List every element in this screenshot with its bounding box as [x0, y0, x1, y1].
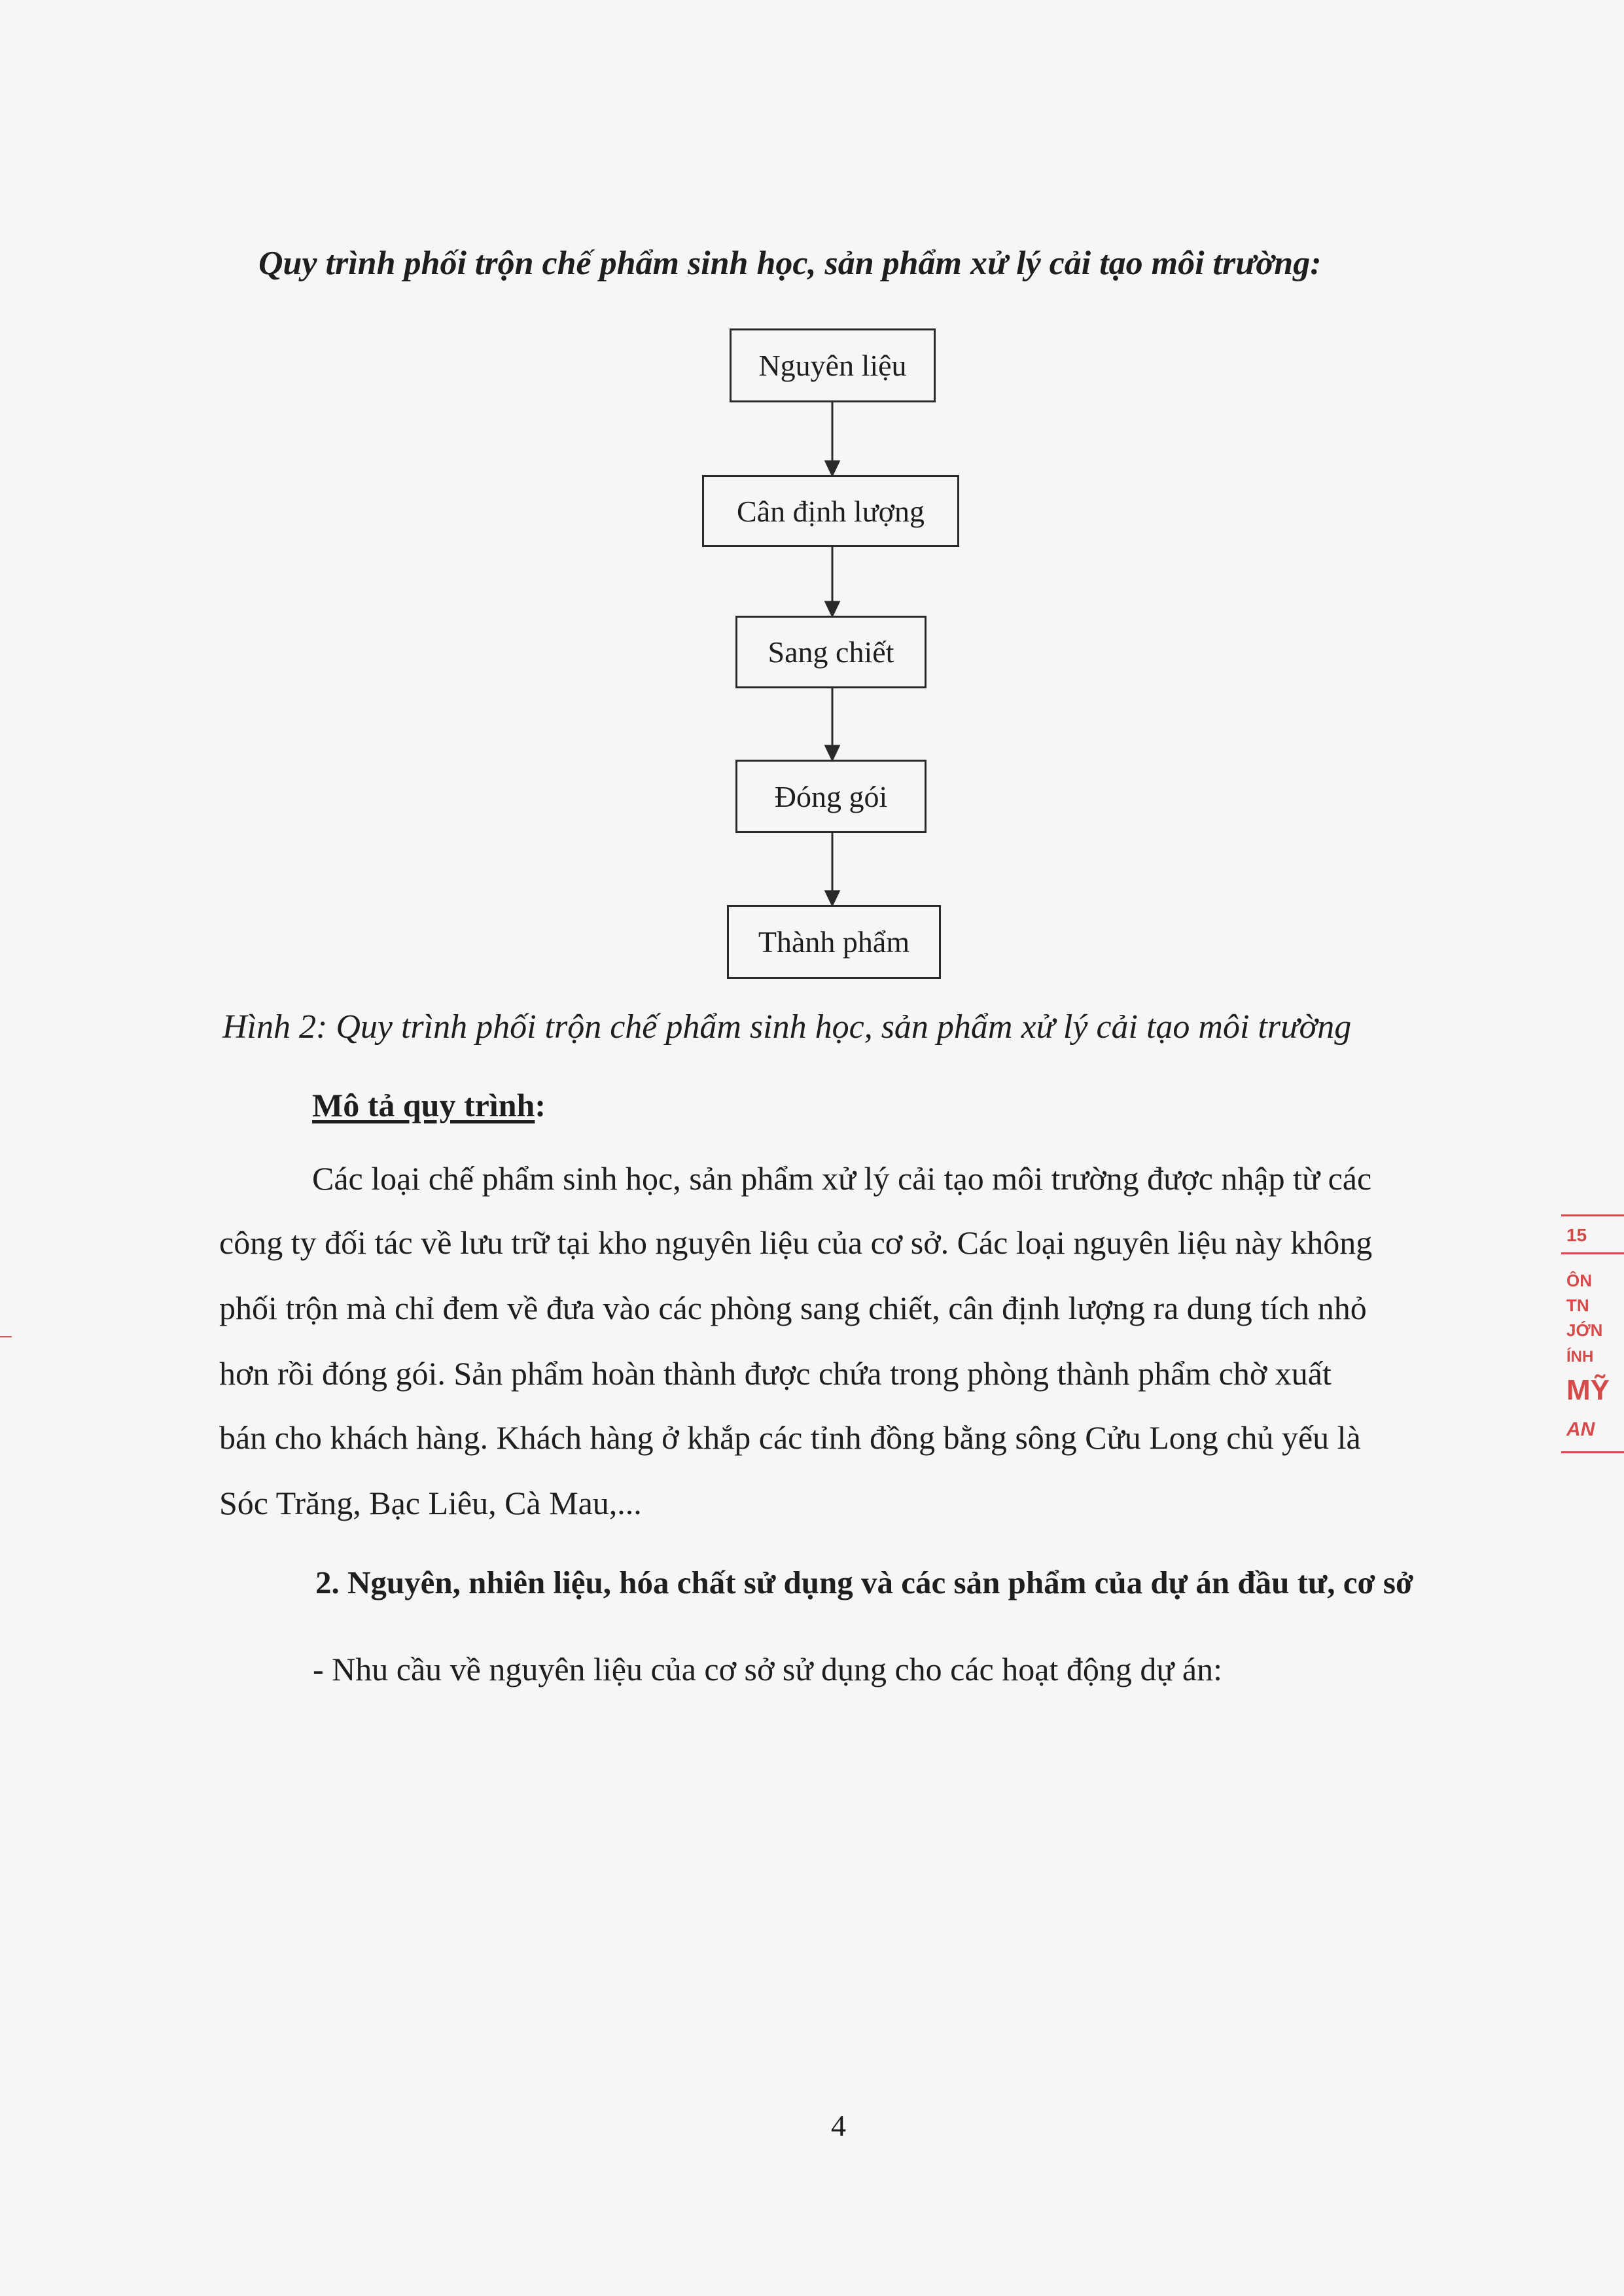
arrow-3-head [826, 746, 839, 760]
arrow-2-head [826, 602, 839, 616]
flow-step-dong-goi: Đóng gói [735, 760, 927, 833]
stamp-fragment: AN [1566, 1419, 1595, 1440]
stamp-fragment: TN [1566, 1296, 1589, 1315]
paragraph-line-4: hơn rồi đóng gói. Sản phẩm hoàn thành được chứa trong phòng thành phẩm chờ xuất [219, 1355, 1332, 1392]
process-flowchart [0, 0, 1624, 995]
stamp-fragment: MỸ [1566, 1374, 1610, 1406]
flow-step-sang-chiet: Sang chiết [735, 616, 927, 688]
description-label [312, 1086, 546, 1124]
stamp-rule-mid [1561, 1252, 1624, 1254]
paragraph-line-1: Các loại chế phẩm sinh học, sản phẩm xử lý cải tạo môi trường được nhập từ các [312, 1160, 1372, 1197]
stamp-fragment: JỚN [1566, 1320, 1603, 1340]
section-2-heading: 2. Nguyên, nhiên liệu, hóa chất sử dụng và các sản phẩm của dự án đầu tư, cơ sở [315, 1564, 1414, 1600]
paragraph-line-5: bán cho khách hàng. Khách hàng ở khắp các tỉnh đồng bằng sông Cửu Long chủ yếu là [219, 1419, 1361, 1456]
flow-step-thanh-pham: Thành phẩm [727, 905, 941, 979]
paragraph-line-6: Sóc Trăng, Bạc Liêu, Cà Mau,... [219, 1485, 642, 1521]
figure-caption: Hình 2: Quy trình phối trộn chế phẩm sinh học, sản phẩm xử lý cải tạo môi trường [222, 1008, 1352, 1046]
paragraph-line-2: công ty đối tác về lưu trữ tại kho nguyên liệu của cơ sở. Các loại nguyên liệu này không [219, 1224, 1373, 1261]
arrow-4-head [826, 891, 839, 905]
arrow-1-head [826, 461, 839, 475]
page-number: 4 [831, 2109, 846, 2142]
stamp-rule-bottom [1561, 1451, 1624, 1453]
red-seal-stamp [1561, 1210, 1624, 1492]
material-needs-bullet: - Nhu cầu về nguyên liệu của cơ sở sử dụng cho các hoạt động dự án: [313, 1651, 1223, 1687]
flow-step-can-dinh-luong: Cân định lượng [702, 475, 959, 547]
stamp-fragment: ÍNH [1566, 1348, 1594, 1366]
stamp-rule-top [1561, 1214, 1624, 1216]
stamp-fragment: ÔN [1566, 1271, 1592, 1290]
stamp-fragment: 15 [1566, 1225, 1587, 1245]
paragraph-line-3: phối trộn mà chỉ đem về đưa vào các phòng sang chiết, cân định lượng ra dung tích nhỏ [219, 1290, 1367, 1326]
margin-mark [0, 1336, 12, 1337]
flow-step-nguyen-lieu: Nguyên liệu [730, 328, 936, 402]
process-heading: Quy trình phối trộn chế phẩm sinh học, sản phẩm xử lý cải tạo môi trường: [258, 245, 1322, 282]
description-label-text: Mô tả quy trình [312, 1087, 535, 1123]
description-label-colon: : [535, 1087, 546, 1123]
